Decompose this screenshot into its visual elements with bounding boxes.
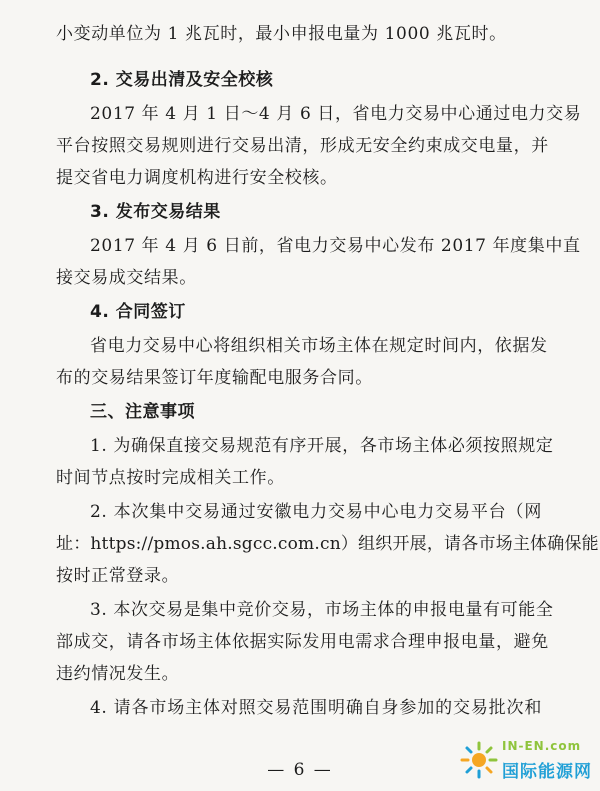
watermark: [460, 737, 592, 783]
watermark-name: 国际能源网: [502, 762, 592, 782]
text-line: 4. 请各市场主体对照交易范围明确自身参加的交易批次和: [90, 698, 542, 718]
text-line: 平台按照交易规则进行交易出清，形成无安全约束成交电量，并: [56, 136, 549, 156]
text-line: 布的交易结果签订年度输配电服务合同。: [56, 368, 373, 388]
watermark-domain: IN-EN.com: [502, 739, 582, 753]
text-line: 违约情况发生。: [56, 664, 180, 684]
text-line: 部成交，请各市场主体依据实际发用电需求合理申报电量，避免: [56, 632, 549, 652]
section-heading: 2. 交易出清及安全校核: [90, 70, 274, 90]
page-number: — 6 —: [267, 760, 333, 780]
text-line: 省电力交易中心将组织相关市场主体在规定时间内，依据发: [90, 336, 548, 356]
text-line: 按时正常登录。: [56, 566, 180, 586]
text-line: 1. 为确保直接交易规范有序开展，各市场主体必须按照规定: [90, 436, 554, 456]
section-heading: 4. 合同签订: [90, 302, 186, 322]
text-line: 3. 本次交易是集中竞价交易，市场主体的申报电量有可能全: [90, 600, 554, 620]
text-line: 提交省电力调度机构进行安全校核。: [56, 168, 338, 188]
text-line: 接交易成交结果。: [56, 268, 197, 288]
text-line: 2. 本次集中交易通过安徽电力交易中心电力交易平台（网: [90, 502, 542, 522]
section-heading: 三、注意事项: [90, 402, 195, 422]
sun-logo-icon: [460, 741, 498, 779]
text-line: 址：https://pmos.ah.sgcc.com.cn）组织开展，请各市场主体确保能: [56, 534, 599, 554]
text-line: 2017 年 4 月 1 日～4 月 6 日，省电力交易中心通过电力交易: [90, 104, 582, 124]
text-line: 小变动单位为 1 兆瓦时，最小申报电量为 1000 兆瓦时。: [56, 24, 507, 44]
section-heading: 3. 发布交易结果: [90, 202, 221, 222]
text-line: 2017 年 4 月 6 日前，省电力交易中心发布 2017 年度集中直: [90, 236, 581, 256]
text-line: 时间节点按时完成相关工作。: [56, 468, 285, 488]
